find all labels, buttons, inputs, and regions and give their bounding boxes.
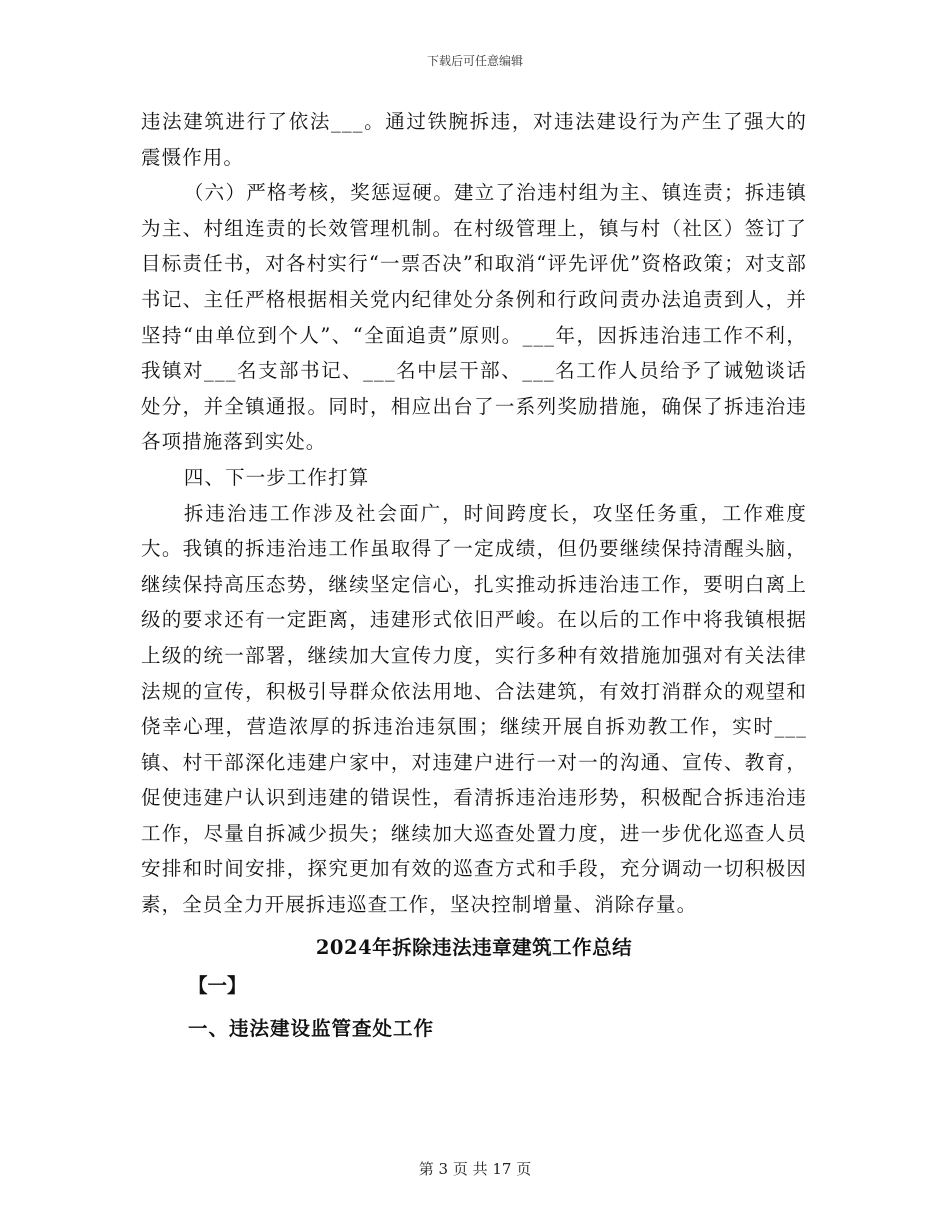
page-header-note: 下载后可任意编辑 — [426, 54, 523, 68]
section-heading-next-steps: 四、下一步工作打算 — [183, 465, 370, 489]
subheading-supervision: 一、违法建设监管查处工作 — [188, 1016, 435, 1040]
paragraph-assessment: （六）严格考核，奖惩逗硬。建立了治违村组为主、镇连责；拆违镇为主、村组连责的长效管理机制。在村级管理上，镇与村（社区）签订了目标责任书，对各村实行“一票否决”和取消“评先评优”资格政策；对支部书记、主任严格根据相关党内纪律处分条例和行政问责办法追责到人，并坚持“由单位到个人”、“全面追责”原则。___年，因拆违治违工作不利，我镇对___名支部书记、___名中层干部、___名工作人员给予了诫勉谈话处分，并全镇通报。同时，相应出台了一系列奖励措施，确保了拆违治违各项措施落到实处。 — [141, 181, 807, 454]
paragraph-next-steps: 拆违治违工作涉及社会面广，时间跨度长，攻坚任务重，工作难度大。我镇的拆违治违工作虽取得了一定成绩，但仍要继续保持清醒头脑，继续保持高压态势，继续坚定信心，扎实推动拆违治违工作，要明白离上级的要求还有一定距离，违建形式依旧严峻。在以后的工作中将我镇根据上级的统一部署，继续加大宣传力度，实行多种有效措施加强对有关法律法规的宣传，积极引导群众依法用地、合法建筑，有效打消群众的观望和侥幸心理，营造浓厚的拆违治违氛围；继续开展自拆劝教工作，实时___镇、村干部深化违建户家中，对违建户进行一对一的沟通、宣传、教育，促使违建户认识到违建的错误性，看清拆违治违形势，积极配合拆违治违工作，尽量自拆减少损失；继续加大巡查处置力度，进一步优化巡查人员安排和时间安排，探究更加有效的巡查方式和手段，充分调动一切积极因素，全员全力开展拆违巡查工作，坚决控制增量、消除存量。 — [141, 501, 807, 917]
document-body — [141, 104, 807, 1046]
page-number-footer: 第 3 页 共 17 页 — [418, 1160, 532, 1178]
document-title: 2024年拆除违法违章建筑工作总结 — [315, 935, 633, 959]
section-marker: 【一】 — [188, 974, 247, 998]
paragraph-continuation: 违法建筑进行了依法___。通过铁腕拆违，对违法建设行为产生了强大的震慑作用。 — [141, 110, 807, 169]
